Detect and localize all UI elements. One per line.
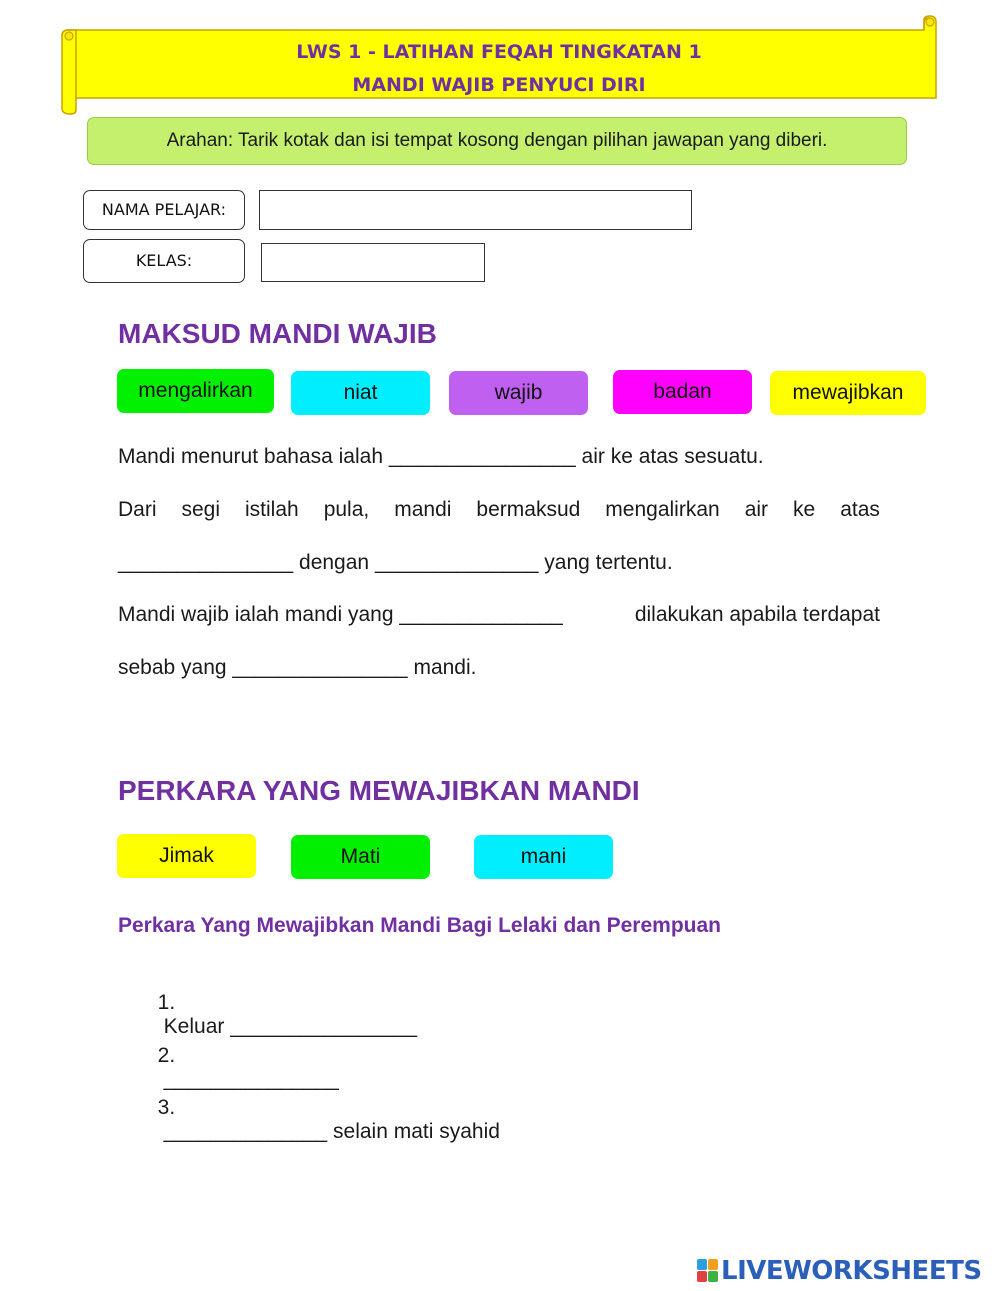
word: segi [181,498,221,521]
word: mengalirkan [605,498,720,521]
sentence-line: _______________ dengan ______________ yang tertentu. [118,551,673,574]
liveworksheets-logo-icon [697,1259,719,1283]
sentence-line: sebab yang _______________ mandi. [118,656,477,679]
instruction-box: Arahan: Tarik kotak dan isi tempat kosong dengan pilihan jawapan yang diberi. [87,117,907,165]
word: mandi [394,498,452,521]
list-number: 1. [157,991,176,1014]
word: istilah [245,498,299,521]
sentence-part: Mandi wajib ialah mandi yang ______________ [118,603,563,626]
name-input[interactable] [259,190,692,230]
word: Dari [118,498,157,521]
liveworksheets-logo-text: LIVEWORKSHEETS [721,1256,982,1286]
word: atas [840,498,880,521]
worksheet-title: LWS 1 - LATIHAN FEQAH TINGKATAN 1 [296,41,702,63]
option-chip[interactable]: mengalirkan [117,369,274,413]
option-chip[interactable]: Jimak [117,834,256,878]
section-title-maksud: MAKSUD MANDI WAJIB [118,318,437,349]
option-chip[interactable]: mani [474,835,613,879]
title-banner [58,14,940,116]
sentence-line [118,498,880,522]
section-title-perkara: PERKARA YANG MEWAJIBKAN MANDI [118,775,640,806]
sentence-part: dilakukan apabila terdapat [634,603,880,626]
class-input[interactable] [261,243,485,282]
sentence-line [118,603,880,627]
list-number: 2. [157,1044,176,1067]
option-chip[interactable]: mewajibkan [770,371,926,415]
word: bermaksud [476,498,581,521]
option-chip[interactable]: Mati [291,835,430,879]
word: air [744,498,769,521]
word: pula, [323,498,370,521]
list-text: ______________ selain mati syahid [163,1120,500,1143]
worksheet-subtitle: MANDI WAJIB PENYUCI DIRI [352,74,646,96]
sentence-line: Mandi menurut bahasa ialah ________________ air ke atas sesuatu. [118,445,764,468]
list-text: Keluar ________________ [163,1015,418,1038]
list-text: _______________ [163,1068,339,1091]
list-item [146,1072,500,1144]
word: ke [793,498,816,521]
list-number: 3. [157,1096,176,1119]
name-label: NAMA PELAJAR: [83,190,245,230]
option-chip[interactable]: niat [291,371,430,415]
option-chip[interactable]: wajib [449,371,588,415]
option-chip[interactable]: badan [613,370,752,414]
sub-heading: Perkara Yang Mewajibkan Mandi Bagi Lelaki dan Perempuan [118,914,721,937]
class-label: KELAS: [83,239,245,283]
liveworksheets-logo [697,1256,982,1286]
